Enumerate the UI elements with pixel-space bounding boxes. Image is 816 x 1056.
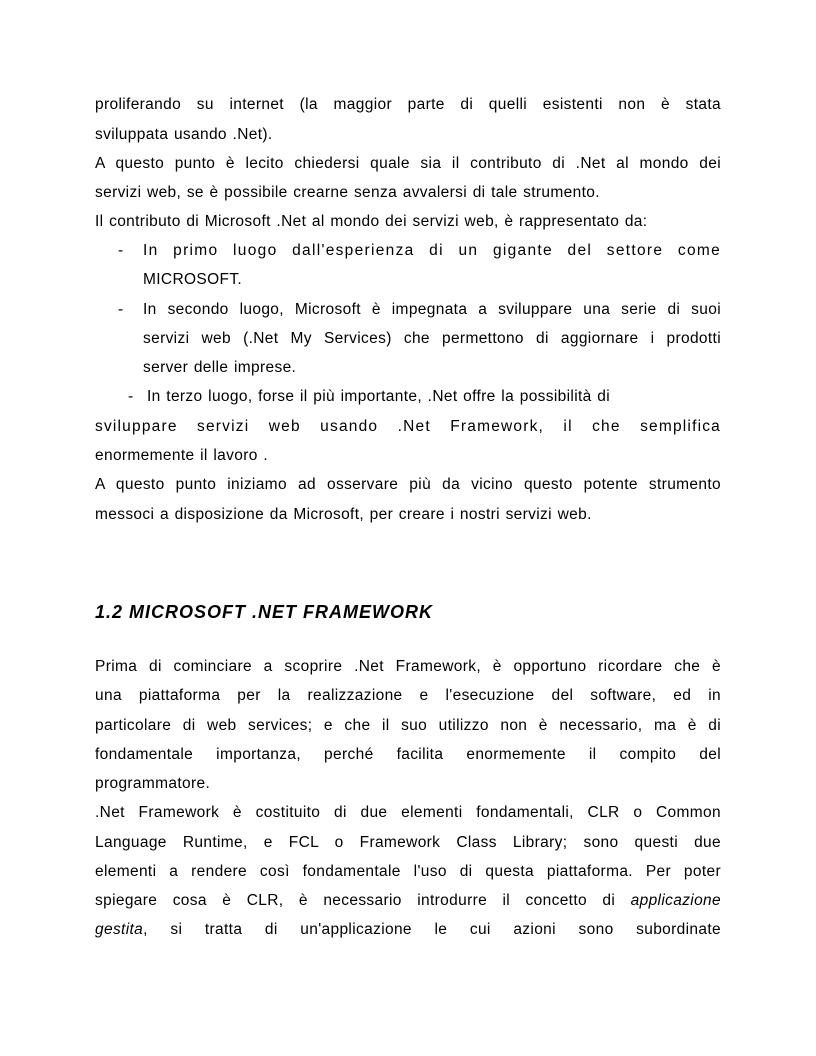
plain-text: spiegare cosa è CLR, è necessario introdurre il concetto di <box>95 892 631 909</box>
paragraph-line: una piattaforma per la realizzazione e l'esecuzione del software, ed in <box>95 687 721 704</box>
paragraph-line: .Net Framework è costituito di due elementi fondamentali, CLR o Common <box>95 804 721 821</box>
bullet-dash: - <box>118 242 124 259</box>
bullet-line: In secondo luogo, Microsoft è impegnata a sviluppare una serie di suoi <box>143 301 721 318</box>
paragraph-line <box>95 920 721 940</box>
bullet-line: In terzo luogo, forse il più importante, .Net offre la possibilità di <box>147 388 611 405</box>
paragraph-line <box>95 891 721 911</box>
paragraph-line: particolare di web services; e che il suo utilizzo non è necessario, ma è di <box>95 717 721 734</box>
bullet-line: enormemente il lavoro . <box>95 447 269 464</box>
paragraph-line: sviluppata usando .Net). <box>95 126 273 143</box>
paragraph-line: Prima di cominciare a scoprire .Net Framework, è opportuno ricordare che è <box>95 658 721 675</box>
bullet-dash: - <box>128 388 134 405</box>
bullet-line: servizi web (.Net My Services) che permettono di aggiornare i prodotti <box>143 330 721 347</box>
paragraph-line: Il contributo di Microsoft .Net al mondo dei servizi web, è rappresentato da: <box>95 213 648 230</box>
bullet-line: server delle imprese. <box>143 359 297 376</box>
paragraph-line: A questo punto iniziamo ad osservare più da vicino questo potente strumento <box>95 476 721 493</box>
paragraph-line: servizi web, se è possibile crearne senza avvalersi di tale strumento. <box>95 184 600 201</box>
bullet-line: In primo luogo dall'esperienza di un gigante del settore come <box>143 242 721 259</box>
plain-text: , si tratta di un'applicazione le cui azioni sono subordinate <box>143 921 721 938</box>
bullet-line: sviluppare servizi web usando .Net Framework, il che semplifica <box>95 418 721 435</box>
italic-term: applicazione <box>630 892 721 909</box>
paragraph-line: fondamentale importanza, perché facilita enormemente il compito del <box>95 746 721 763</box>
paragraph-line: elementi a rendere così fondamentale l'uso di questa piattaforma. Per poter <box>95 863 721 880</box>
bullet-line: MICROSOFT. <box>143 271 243 288</box>
paragraph-line: Language Runtime, e FCL o Framework Class Library; sono questi due <box>95 834 721 851</box>
paragraph-line: proliferando su internet (la maggior parte di quelli esistenti non è stata <box>95 96 721 113</box>
paragraph-line: programmatore. <box>95 775 211 792</box>
italic-term: gestita <box>95 921 144 938</box>
section-heading: 1.2 MICROSOFT .NET FRAMEWORK <box>95 602 433 622</box>
paragraph-line: A questo punto è lecito chiedersi quale sia il contributo di .Net al mondo dei <box>95 155 721 172</box>
bullet-dash: - <box>118 301 124 318</box>
paragraph-line: messoci a disposizione da Microsoft, per creare i nostri servizi web. <box>95 506 592 523</box>
